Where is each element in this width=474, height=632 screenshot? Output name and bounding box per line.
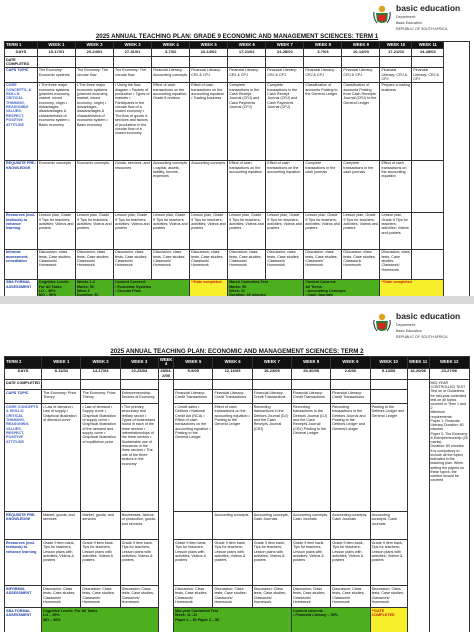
core-label: CORE CONCEPTS & SKILLS: CRITICAL THINKING, REASONING, VALUES, RESPECT, POSITIVE ATTITUDE [5,404,42,512]
week-header: WEEK 4 [152,42,190,49]
week-header: WEEK 2 [75,42,113,49]
term2-prereq-row [5,512,470,540]
resources-cell: Grade 9 item bank, Tips for teachers; Lesson plans with activities; Videos & posters [292,540,331,586]
term2-week-row [5,357,470,369]
term1-prereq-row [5,160,470,212]
resources-cell: Lesson plan, Grade 9 Tips for teachers; activities; Videos and posters [114,212,152,249]
date-cell: 9-13/06 [370,368,407,379]
week-header: WEEK 2 [81,357,120,369]
sba-date-completed: **Date completed [190,279,228,309]
caps-cell: Financial Literacy: Credit Transactions [252,390,291,404]
brand-sub2: Basic Education [396,328,422,333]
caps-cell: The Economy: The circular flow [75,67,113,82]
resources-label: Resources (excl. textbook) to enhance learning [5,212,38,249]
caps-cell: Financial Literacy: CRJ & CPJ [304,67,342,82]
resources-cell: Grade 9 item bank, Tips for teachers; Lesson plans with activities; Videos & posters [252,540,291,586]
week-header: WEEK 8 [292,357,331,369]
core-cell: Classification of accounts Posting to the General Ledger [304,82,342,160]
week-header: WEEK 7 [252,357,291,369]
informal-cell: Discussion; Class tests, Case studies; Classwork/ Homework [252,586,291,608]
informal-cell: Discussion; class tests, Case studies; Classwork/ Homework [37,249,75,279]
core-cell: • The three major economic systems (planned economy, market, mixed economy, origin) • Advantages, disadvantages & characteristics of economic system • Basic economy [75,82,113,160]
prereq-cell: Accounting concepts, Cash Journals [370,512,407,540]
core-cell: Effect of cash transactions on the accounting equation • Posting to the General Ledger [213,404,252,512]
caps-label: CAPS TOPIC [5,390,42,404]
core-cell: Recording transactions in the Debtors Journal (DJ) and the Cash Receipts Journal (CRJ) [252,404,291,512]
resources-cell: Grade 9 item bank, Tips for teachers; Lesson plans with activities; Videos & posters [370,540,407,586]
informal-cell [412,249,444,279]
informal-label: Informal assessment; remediation [5,249,38,279]
prereq-cell: Effect of cash transactions on the accounting equation [228,160,266,212]
core-cell: Complete transactions in the Cash Receipt Journal (CRJ) and Cash Payments Journal (CPJ) [228,82,266,160]
sba-weeks-marks: Weeks 1-3 Marks: 50 Week 3 [75,279,113,309]
week-header: WEEK 10 [380,42,412,49]
brand-sub2: Basic Education [396,20,422,25]
term2-sba-row [5,608,470,632]
resources-cell: Lesson plan, Grade 9 Tips for teachers; activities; Videos and posters [304,212,342,249]
prereq-cell: Complete transactions in the cash journals [304,160,342,212]
informal-cell: Discussion; Class tests, Case studies; Classwork/ Homework [81,586,120,608]
resources-cell: Lesson plan, Grade 9 Tips for teachers; activities; Videos and posters [190,212,228,249]
term1-page [0,0,474,296]
resources-cell: Lesson plan, Grade 9 Tips for teachers; activities; Videos and posters [228,212,266,249]
core-cell: • Credit sales • Debtors • National Credit Act (NCA) • Effect of cash transactions on the accounting equation • Posting to the General Ledger [174,404,213,512]
sba-date-completed: **DATE COMPLETED [370,608,407,632]
term2-resources-row [5,540,470,586]
prereq-cell: Accounting concepts [213,512,252,540]
core-cell: Posting to the Debtors Ledger and General Ledger [370,404,407,512]
prereq-cell: Economic concepts [37,160,75,212]
week-header: WEEK 4 [159,356,173,367]
prereq-label: REQUISITE PRE-KNOWLEDGE [5,160,38,212]
core-cell: Recording transactions in the Debtors Journal and Posting to the Debtors Ledger and General Ledger [331,404,370,512]
caps-cell: Financial Literacy: CRJ & CPJ [228,67,266,82]
date-cell: 27-31/01 [114,49,152,57]
term1-plan-table [4,41,470,310]
prereq-label: REQUISITE PRE-KNOWLEDGE [5,512,42,540]
date-cell: 22-25/04 [120,368,158,379]
march-test-vertical [444,42,470,310]
prereq-cell: Complete transactions in the cash journals [342,160,380,212]
week-header: WEEK 12 [429,357,470,369]
core-cell: Effect of cash transactions on the accounting equation • Trading business [190,82,228,160]
date-cell: 16-20/06 [407,368,429,379]
prereq-cell: Goods, services, and resources [114,160,152,212]
term2-caps-row [5,390,470,404]
term2-date-completed-row [5,380,470,390]
caps-cell: The Economy: Price Theory [81,390,120,404]
informal-cell: Discussion; class tests, Case studies; Classwork/ Homework [190,249,228,279]
date-cell: 5-9/05 [174,368,213,379]
sba-mid-year-test: Mid-year Controlled Test Week: 11 -12 Paper 1 – 50 Paper 2 – 50 [174,608,292,632]
informal-cell: Discussion; Class tests, Case studies; Classwork/ Homework [292,586,331,608]
informal-cell: Discussion; Class tests, Case studies; Classwork/ Homework [370,586,407,608]
resources-cell: Grade 9 item bank, Tips for teachers; Lesson plans with activities; Videos & posters [120,540,158,586]
caps-cell [370,390,407,404]
caps-cell: The Economy: The circular flow [114,67,152,82]
prereq-cell: Accounting concepts, Cash Journals [252,512,291,540]
resources-cell: Lesson plan, Grade 9 Tips for teachers; activities; Videos and posters [152,212,190,249]
term1-core-row [5,82,470,160]
date-cell: 10-14/03 [342,49,380,57]
mid-year-test-note: MID-YEAR CONTROLLED TEST Test on or Guidelines for mid-year controlled test on all topics covered in Term 1 and 2 Minimum requirements: Paper 1: Financial Literacy Duration: 60 minutes Paper 2: The Economy & Entrepreneurship (25 marks) Duration: 60 minutes It is compulsory to include all the topics indicated in the teaching plan. When setting the papers on these topics, the content should be covered [429,380,470,632]
caps-cell: Financial Literacy: Credit Transactions [292,390,331,404]
core-cell: Recording transactions in the Debtors Journal (DJ) and the Cash Receipts Journal (CRJ) Posting to the General Ledger [292,404,331,512]
core-cell: • The three major economic systems (planned economy, market, mixed economy, origin • Advantages, disadvantages & characteristics of economic system • Basic economy [37,82,75,160]
prereq-cell [174,512,213,540]
week-header: WEEK 1 [42,357,81,369]
sba-cognitive-levels: Cognitive Levels: For All Tasks LO – 30% MO – 50% [42,608,159,632]
term2-core-row [5,404,470,512]
brand-name: basic education [396,3,461,13]
caps-cell: Financial Literacy: Credit Transactions [331,390,370,404]
resources-cell: Lesson plan, Grade 9 Tips for teachers; activities; Videos and posters [75,212,113,249]
informal-cell: Discussion; class tests, Case studies; Classwork/ Homework [304,249,342,279]
school-holiday-vertical [158,380,173,632]
informal-cell: Discussion; class tests, Case studies; Classwork/ Homework [75,249,113,279]
date-cell: 17-21/03 [380,49,412,57]
term1-title: 2025 ANNUAL TEACHING PLAN: GRADE 9 ECONOMIC AND MANAGEMENT SCIENCES: TERM 1 [95,33,379,40]
date-cell: 14-17/04 [81,368,120,379]
caps-cell: The Economy: Price Theory [42,390,81,404]
brand-sub1: Department: [396,14,416,19]
week-header: WEEK 5 [174,357,213,369]
prereq-cell [412,160,444,212]
core-cell: • Using the flow diagram • Factors of production • Types of markets • Participants in the circular flow of a closed economy • The flow of goods & services and factors of production in the circular flow of a closed economy [114,82,152,160]
date-cell: 3-7/03 [304,49,342,57]
prereq-cell: Market, goods, and services [81,512,120,540]
sba-content: Content covered: • Financial Literacy – 50% [292,608,371,632]
page-divider [0,296,474,304]
brand-name: basic education [396,311,461,321]
resources-cell: Lesson plan, Grade 9 Tips for teachers; activities; Videos and posters [342,212,380,249]
caps-cell: Financial Literacy: CRJ & CPJ [380,67,412,82]
prereq-cell: Accounting concepts, Cash Journals [331,512,370,540]
week-header: WEEK 1 [37,42,75,49]
resources-cell [412,212,444,249]
week-header: WEEK 6 [213,357,252,369]
week-header: WEEK 6 [228,42,266,49]
coat-of-arms-icon [372,4,392,26]
core-label: CORE CONCEPTS, & SKILLS: CRITICAL THINKING, REASONING VALUES: RESPECT, POSITIVE ATTITUDE [5,82,38,160]
caps-cell: Financial Literacy: Credit Transactions [174,390,213,404]
core-cell [412,82,444,160]
resources-cell: Lesson plan, Grade 9 Tips for teachers; activities; Videos and posters [380,212,412,249]
brand-sub3: REPUBLIC OF SOUTH AFRICA [396,334,448,339]
date-cell: 8-11/04 [42,368,81,379]
date-cell: 28/04-2/05 [160,368,172,379]
date-cell: 20-24/01 [75,49,113,57]
caps-cell: Entrepreneurship: Sectors of Economy [120,390,158,404]
days-label: DAYS [5,49,38,57]
caps-cell: Financial Literacy: CRJ & CPJ [266,67,304,82]
term2-informal-row [5,586,470,608]
caps-cell: Financial Literacy: CRJ & CPJ [190,67,228,82]
term1-date-completed-row [5,57,470,68]
prereq-cell: Accounting concepts, Cash Journals [292,512,331,540]
core-cell: Classification of accounts Posting from Cash Receipts Journal (CRJ) to the General Ledger [342,82,380,160]
date-cell: 3-7/02 [152,49,190,57]
sba-label: SBA FORMAL ASSESSMENT [5,279,38,309]
caps-cell: Financial Literacy: Accounting concepts [152,67,190,82]
caps-cell: Financial Literacy: Credit Transactions [213,390,252,404]
term-label: TERM 1 [5,42,38,49]
sba-label: SBA FORMAL ASSESSMENT [5,608,42,632]
week-header: WEEK 3 [114,42,152,49]
sba-march-test: March Controlled Test Marks: 50 Week: 11 [228,279,304,309]
week-header: WEEK 7 [266,42,304,49]
days-label: DAYS [5,368,42,379]
informal-cell: Discussion; Class tests, Case studies; Classwork/ Homework [174,586,213,608]
date-cell: 24-28/03 [412,49,444,57]
week-header: WEEK 9 [342,42,380,49]
informal-cell: Discussion; class tests, Case studies; Classwork/ Homework [114,249,152,279]
prereq-cell: Accounting concepts • capital, assets, liability, income, expenses [152,160,190,212]
informal-cell: Discussion; class tests, Case studies; Classwork/ Homework [380,249,412,279]
dbe-logo [372,312,468,346]
informal-cell: Discussion; Class tests, Case studies; Classwork/ Homework [331,586,370,608]
week-header: WEEK 10 [370,357,407,369]
caps-cell: Financial Literacy: CRJ & CPJ [412,67,444,82]
resources-cell: Grade 9 item bank, Tips for teachers; Lesson plans with activities; Videos & posters [213,540,252,586]
prereq-cell: Effect of cash transactions on the accounting equation [266,160,304,212]
week-header: WEEK 3 [120,357,158,369]
core-cell: • Law of demand • Law of supply • Graphical illustration of demand curve [42,404,81,512]
caps-cell: Financial Literacy: CRJ & CPJ [342,67,380,82]
prereq-cell: Effect of cash transactions on the accounting equation [380,160,412,212]
term2-title: 2025 ANNUAL TEACHING PLAN: ECONOMIC AND MANAGEMENT SCIENCES: TERM 2 [110,348,364,355]
term1-caps-row [5,67,470,82]
informal-cell: Discussion; Class tests, Case studies; Classwork/ Homework [120,586,158,608]
informal-label: INFORMAL ASSESSMENT [5,586,42,608]
term1-week-row [5,42,470,49]
prereq-cell: Economic concepts [75,160,113,212]
week-header: WEEK 11 [407,357,429,369]
date-cell: 17-21/02 [228,49,266,57]
sba-date-completed-2: **Date completed [380,279,444,309]
date-cell: 23-27/06 [429,368,470,379]
informal-cell: Discussion; Class tests, Case studies; Classwork/ Homework [42,586,81,608]
core-cell: • Law of demand • Supply curve • Graphical illustration of supply curve • Graphical illustration of the demand and supply curve • Graphical illustration of equilibrium price [81,404,120,512]
date-cell: 19-23/05 [252,368,291,379]
term-label: TERM 2 [5,357,42,369]
sba-cognitive-levels: Cognitive Levels: For All Tasks LO – 30% [37,279,75,309]
term2-days-row [5,368,470,379]
week-header: WEEK 5 [190,42,228,49]
prereq-cell: Market, goods, and services [42,512,81,540]
prereq-cell: Businesses, factors of production, goods, and services [120,512,158,540]
core-cell: Prepare a trading business [380,82,412,160]
term1-days-row [5,49,470,57]
resources-cell: Lesson plan, Grade 9 Tips for teachers; activities; Videos and posters [37,212,75,249]
informal-cell: Discussion; Class tests, Case studies; Classwork/ Homework [213,586,252,608]
informal-cell: Discussion; class tests, Case studies; Classwork/ Homework [228,249,266,279]
sba-all-terms: Content Covered: All Terms • Accounting Concepts [304,279,380,309]
date-completed-label: DATE COMPLETED [5,380,42,390]
date-completed-label: DATE COMPLETED [5,57,38,68]
week-header: WEEK 9 [331,357,370,369]
resources-cell: Lesson plan, Grade 9 Tips for teachers; activities; Videos and posters [266,212,304,249]
term2-page [0,304,474,632]
informal-cell: Discussion; class tests, Case studies; Classwork/ Homework [342,249,380,279]
week-header: WEEK 8 [304,42,342,49]
brand-sub3: REPUBLIC OF SOUTH AFRICA [396,26,448,31]
resources-label: Resources (excl. textbook) to enhance learning [5,540,42,586]
core-cell: • The primary, secondary and tertiary sector • Types of businesses found in each of the three sectors • Interrelationships of the three sectors • Sustainable use of resources in the three sectors • The role of the three sectors in the economy [120,404,158,512]
term1-informal-row [5,249,470,279]
coat-of-arms-icon [372,312,392,334]
date-cell: 10-14/02 [190,49,228,57]
date-cell: 15-17/01 [37,49,75,57]
caps-label: CAPS TOPIC [5,67,38,82]
informal-cell: Discussion; class tests, Case studies; Classwork/ Homework [266,249,304,279]
week-header: WEEK 11 [412,42,444,49]
term2-plan-table [4,356,470,632]
term1-resources-row [5,212,470,249]
core-cell: Complete transactions in the Cash Receipt Journal (CRJ) and Cash Payments Journal (CPJ) [266,82,304,160]
caps-cell: The Economy: Economic systems [37,67,75,82]
resources-cell: Grade 9 item bank, Tips for teachers; Lesson plans with activities; Videos & posters [81,540,120,586]
sba-content: Content Covered: • Economic Systems • Circular Flow [114,279,190,309]
revision-vertical [407,380,429,632]
resources-cell: Grade 9 item bank, Tips for teachers; Lesson plans with activities; Videos & posters [331,540,370,586]
core-cell: Effect of cash transactions on the accounting equation: Grade 8 revision [152,82,190,160]
informal-cell: Discussion; class tests, Case studies; Classwork/ Homework [152,249,190,279]
brand-sub1: Department: [396,322,416,327]
date-cell: 2-6/06 [331,368,370,379]
date-cell: 24-28/02 [266,49,304,57]
resources-cell: Grade 9 item bank, Tips for teachers; Lesson plans with activities; Videos & posters [174,540,213,586]
prereq-cell: Accounting concepts [190,160,228,212]
resources-cell: Grade 9 item bank, Tips for teachers; Lesson plans with activities; Videos & posters [42,540,81,586]
date-cell: 26-30/05 [292,368,331,379]
date-cell: 12-16/05 [213,368,252,379]
